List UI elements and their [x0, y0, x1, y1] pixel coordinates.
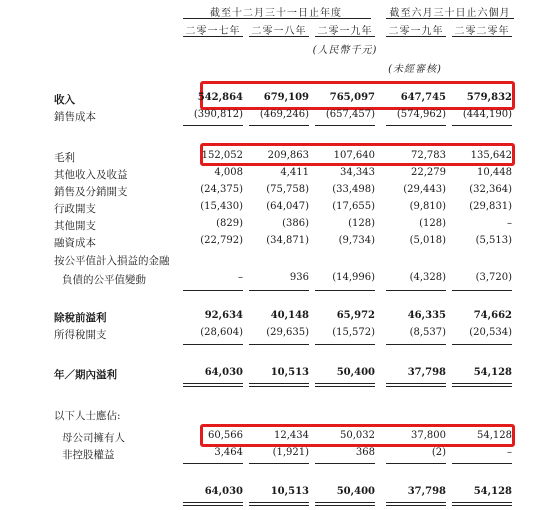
cell: 542,864 — [197, 92, 243, 103]
cell: (17,655) — [332, 201, 375, 212]
rule — [249, 383, 309, 384]
cell: 10,513 — [270, 367, 309, 378]
cell: (657,457) — [325, 109, 375, 120]
row-label-owners-of-parent: 母公司擁有人 — [62, 432, 125, 444]
cell: 74,662 — [473, 310, 512, 321]
header-rule-six — [386, 18, 514, 19]
cell: (574,962) — [396, 109, 446, 120]
rule — [386, 463, 446, 464]
cell: (128) — [348, 218, 375, 229]
cell: (5,018) — [409, 235, 446, 246]
cell: (22,792) — [200, 235, 243, 246]
cell: (1,921) — [272, 447, 309, 458]
cell: 50,400 — [336, 367, 375, 378]
unit-label: (人民幣千元) — [312, 45, 378, 56]
cell: 54,128 — [477, 430, 512, 441]
cell: 765,097 — [329, 92, 375, 103]
col-rule-4 — [386, 36, 446, 37]
cell: (29,831) — [469, 201, 512, 212]
cell: (2) — [431, 447, 446, 458]
rule — [386, 125, 446, 126]
cell: (32,364) — [469, 184, 512, 195]
cell: – — [507, 218, 512, 229]
rule — [315, 344, 375, 345]
cell: 37,798 — [407, 367, 446, 378]
cell: (34,871) — [266, 235, 309, 246]
cell: (15,430) — [200, 201, 243, 212]
cell: (444,190) — [462, 109, 512, 120]
cell: 368 — [355, 447, 375, 458]
cell: 54,128 — [473, 367, 512, 378]
row-label-profit-for-period: 年／期內溢利 — [54, 369, 117, 381]
rule — [386, 505, 446, 506]
rule — [315, 502, 375, 503]
rule — [249, 502, 309, 503]
row-label-cost-of-sales: 銷售成本 — [54, 111, 96, 123]
rule — [452, 290, 512, 291]
cell: (128) — [419, 218, 446, 229]
cell: (64,047) — [266, 201, 309, 212]
cell: – — [238, 272, 243, 283]
cell: 4,008 — [214, 167, 243, 178]
cell: (14,996) — [332, 272, 375, 283]
cell: 679,109 — [263, 92, 309, 103]
cell: 3,464 — [214, 447, 243, 458]
rule — [249, 463, 309, 464]
cell: (28,604) — [200, 327, 243, 338]
rule — [315, 463, 375, 464]
cell: 50,032 — [340, 430, 375, 441]
unaudited-label: (未經審核) — [388, 64, 442, 75]
cell: 936 — [289, 272, 309, 283]
cell: 60,566 — [208, 430, 243, 441]
cell: 22,279 — [411, 167, 446, 178]
cell: (24,375) — [200, 184, 243, 195]
cell: 50,400 — [336, 486, 375, 497]
rule — [452, 383, 512, 384]
cell: 37,798 — [407, 486, 446, 497]
cell: 579,832 — [466, 92, 512, 103]
cell: 64,030 — [204, 367, 243, 378]
rule — [249, 125, 309, 126]
cell: (8,537) — [409, 327, 446, 338]
row-label-income-tax: 所得稅開支 — [54, 329, 107, 341]
cell: 46,335 — [407, 310, 446, 321]
rule — [452, 502, 512, 503]
rule — [452, 125, 512, 126]
cell: 92,634 — [204, 310, 243, 321]
col-rule-5 — [452, 36, 512, 37]
cell: (469,246) — [259, 109, 309, 120]
rule — [183, 344, 243, 345]
rule — [183, 463, 243, 464]
cell: 10,448 — [477, 167, 512, 178]
col-header-2017: 二零一七年 — [185, 26, 241, 37]
rule — [183, 125, 243, 126]
col-rule-2 — [249, 36, 309, 37]
cell: 65,972 — [336, 310, 375, 321]
rule — [452, 386, 512, 387]
col-header-2018: 二零一八年 — [251, 26, 307, 37]
rule — [183, 383, 243, 384]
row-label-finance-costs: 融資成本 — [54, 237, 96, 249]
rule — [183, 386, 243, 387]
rule — [386, 344, 446, 345]
rule — [452, 505, 512, 506]
cell: 4,411 — [280, 167, 309, 178]
cell: 34,343 — [340, 167, 375, 178]
cell: 54,128 — [473, 486, 512, 497]
cell: 10,513 — [270, 486, 309, 497]
col-rule-3 — [315, 36, 375, 37]
row-label-gross-profit: 毛利 — [54, 152, 75, 164]
cell: 12,434 — [274, 430, 309, 441]
cell: (5,513) — [475, 235, 512, 246]
rule — [183, 505, 243, 506]
col-header-2019-h1: 二零一九年 — [388, 26, 444, 37]
row-label-non-controlling: 非控股權益 — [62, 449, 115, 461]
cell: (3,720) — [475, 272, 512, 283]
row-label-attributable-to: 以下人士應佔: — [54, 410, 121, 422]
row-label-selling-expenses: 銷售及分銷開支 — [54, 186, 128, 198]
cell: (386) — [282, 218, 309, 229]
rule — [386, 290, 446, 291]
row-label-revenue: 收入 — [54, 94, 75, 106]
cell: (15,572) — [332, 327, 375, 338]
cell: (390,812) — [193, 109, 243, 120]
rule — [315, 383, 375, 384]
cell: 72,783 — [411, 150, 446, 161]
rule — [315, 505, 375, 506]
rule — [249, 290, 309, 291]
cell: (29,635) — [266, 327, 309, 338]
cell: 152,052 — [201, 150, 243, 161]
cell: (4,328) — [409, 272, 446, 283]
rule — [249, 386, 309, 387]
rule — [183, 290, 243, 291]
cell: 37,800 — [411, 430, 446, 441]
cell: (75,758) — [266, 184, 309, 195]
rule — [249, 505, 309, 506]
cell: – — [507, 447, 512, 458]
header-group-six-months: 截至六月三十日止六個月 — [389, 8, 511, 19]
rule — [386, 502, 446, 503]
cell: 647,745 — [400, 92, 446, 103]
rule — [386, 386, 446, 387]
rule — [315, 386, 375, 387]
cell: 107,640 — [333, 150, 375, 161]
row-label-fvtpl-line1: 按公平值計入損益的金融 — [54, 255, 170, 267]
cell: (9,810) — [409, 201, 446, 212]
header-group-year-end: 截至十二月三十一日止年度 — [210, 8, 342, 19]
rule — [386, 383, 446, 384]
cell: 209,863 — [267, 150, 309, 161]
row-label-other-expenses: 其他開支 — [54, 220, 96, 232]
cell: 135,642 — [470, 150, 512, 161]
rule — [249, 344, 309, 345]
rule — [452, 344, 512, 345]
rule — [183, 502, 243, 503]
cell: (29,443) — [403, 184, 446, 195]
cell: (33,498) — [332, 184, 375, 195]
row-label-admin-expenses: 行政開支 — [54, 203, 96, 215]
row-label-fvtpl-line2: 負債的公平值變動 — [62, 274, 146, 286]
row-label-other-income: 其他收入及收益 — [54, 169, 128, 181]
col-header-2019: 二零一九年 — [317, 26, 373, 37]
col-rule-1 — [183, 36, 243, 37]
cell: (9,734) — [338, 235, 375, 246]
col-header-2020-h1: 二零二零年 — [454, 26, 510, 37]
rule — [315, 125, 375, 126]
rule — [315, 290, 375, 291]
cell: 64,030 — [204, 486, 243, 497]
cell: (829) — [216, 218, 243, 229]
rule — [452, 463, 512, 464]
row-label-profit-before-tax: 除稅前溢利 — [54, 312, 107, 324]
cell: 40,148 — [270, 310, 309, 321]
cell: (20,534) — [469, 327, 512, 338]
header-rule-year — [183, 18, 371, 19]
